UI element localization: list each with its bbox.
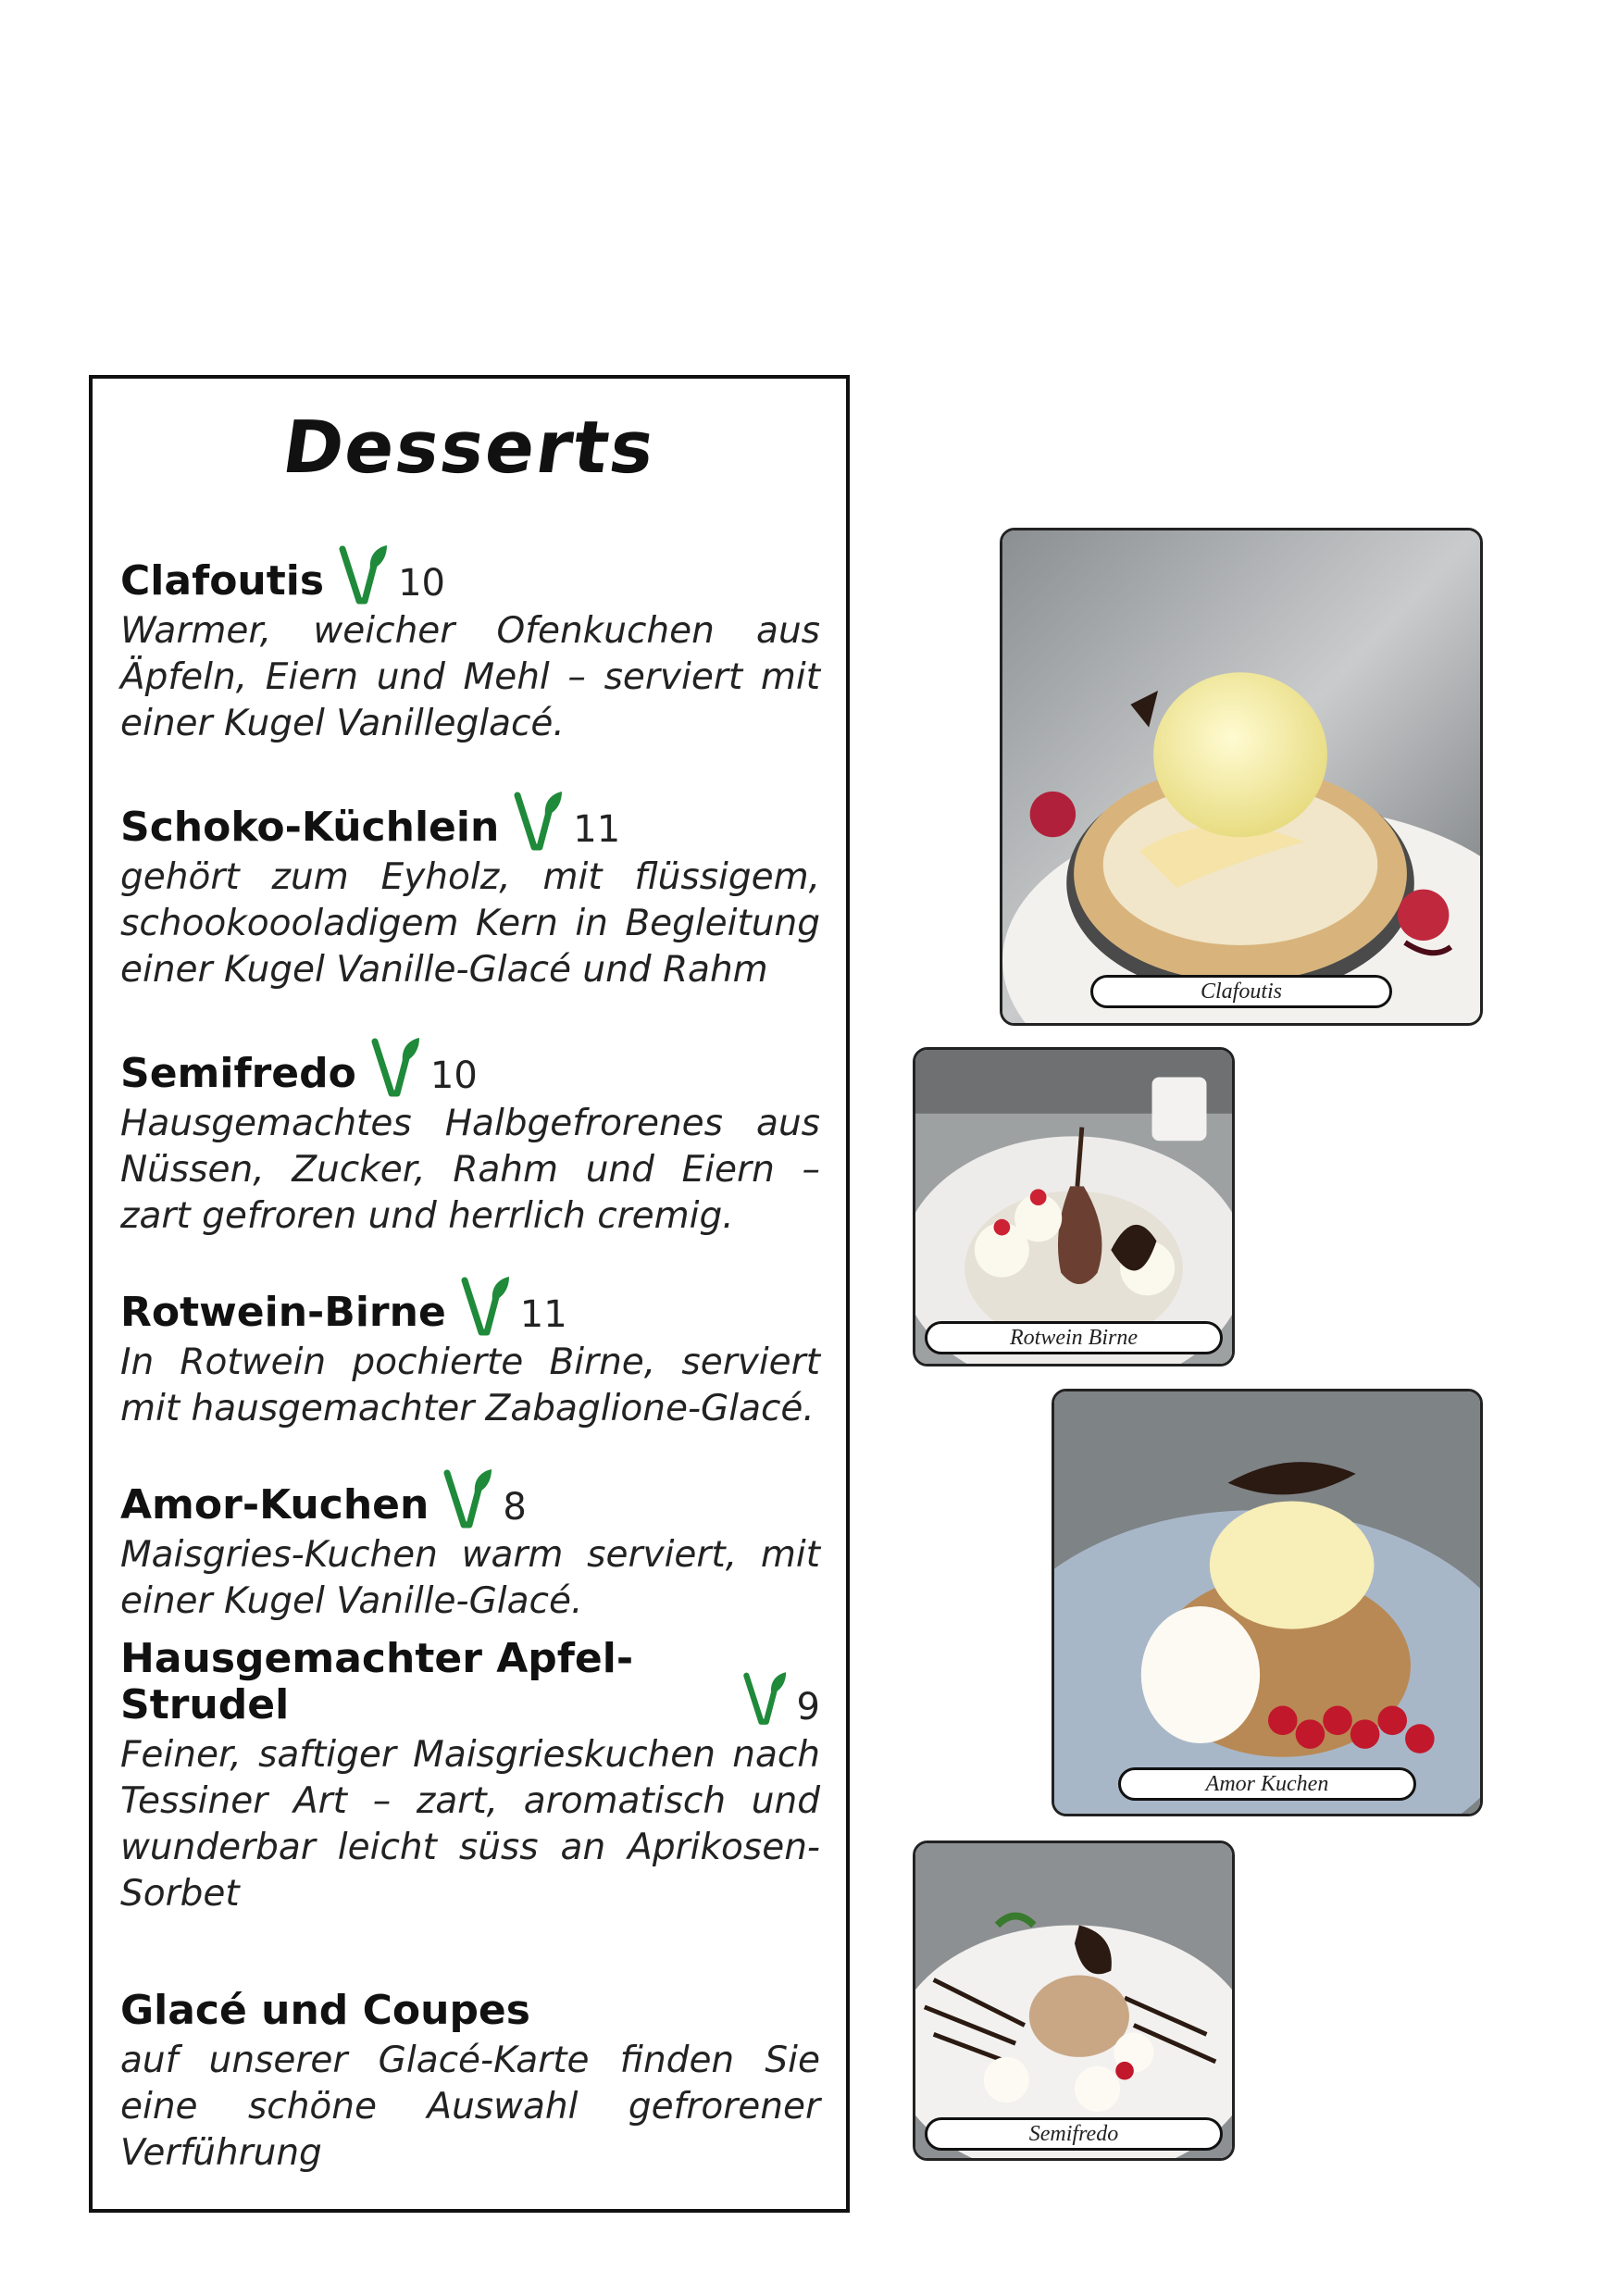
photo-caption: Semifredo [925, 2117, 1223, 2151]
amor-kuchen-image [1054, 1391, 1480, 1814]
dish-description: Warmer, weicher Ofenkuchen aus Äpfeln, Eiern und Mehl – serviert mit einer Kugel Vanilleglacé. [120, 610, 820, 744]
dessert-menu-box [89, 375, 850, 2213]
dish-price: 10 [429, 1054, 478, 1097]
dish-name: Semifredo [120, 1050, 356, 1097]
dish-price: 10 [398, 562, 445, 605]
dish-semifredo [120, 1029, 820, 1240]
dish-glace-und-coupes [120, 1965, 820, 2177]
dish-description: Feiner, saftiger Maisgrieskuchen nach Tessiner Art – zart, aromatisch und wunderbar leicht süss an Aprikosen-Sorbet [120, 1734, 820, 1915]
dish-price: 8 [503, 1486, 527, 1529]
semifredo-image [915, 1843, 1232, 2158]
photo-amor-kuchen [1052, 1389, 1483, 1816]
vegetarian-leaf-icon [337, 542, 389, 605]
dish-rotwein-birne [120, 1267, 820, 1432]
menu-title: Desserts [277, 406, 662, 490]
photo-caption: Rotwein Birne [925, 1321, 1223, 1354]
vegetarian-leaf-icon [459, 1273, 511, 1336]
dish-name: Clafoutis [120, 557, 325, 605]
dish-price: 9 [796, 1686, 820, 1728]
dish-description: gehört zum Eyholz, mit flüssigem, schookoooladigem Kern in Begleitung einer Kugel Vanille-Glacé und Rahm [120, 856, 820, 991]
dish-description: Maisgries-Kuchen warm serviert, mit einer Kugel Vanille-Glacé. [120, 1534, 820, 1622]
dish-name: Amor-Kuchen [120, 1481, 429, 1529]
vegetarian-leaf-icon [442, 1466, 493, 1529]
photo-caption: Clafoutis [1090, 975, 1392, 1008]
dish-price: 11 [519, 1293, 567, 1336]
vegetarian-leaf-icon [369, 1034, 421, 1097]
rotwein-birne-image [915, 1050, 1232, 1364]
dish-schoko-kuechlein [120, 782, 820, 993]
dish-name: Schoko-Küchlein [120, 804, 500, 851]
dish-description: Hausgemachtes Halbgefrorenes aus Nüssen, Zucker, Rahm und Eiern – zart gefroren und herrlich cremig. [120, 1103, 820, 1237]
dish-amor-kuchen [120, 1460, 820, 1625]
dish-clafoutis [120, 536, 820, 747]
dish-name: Rotwein-Birne [120, 1289, 446, 1336]
dish-name: Hausgemachter Apfel-Strudel [120, 1635, 634, 1728]
dish-description: auf unserer Glacé-Karte finden Sie eine schöne Auswahl gefrorener Verführung [120, 2040, 820, 2174]
photo-clafoutis [1000, 528, 1483, 1026]
photo-caption: Amor Kuchen [1118, 1767, 1416, 1801]
vegetarian-leaf-icon [512, 788, 564, 851]
vegetarian-leaf-icon [741, 1666, 788, 1728]
clafoutis-image [1002, 530, 1480, 1023]
dish-description: In Rotwein pochierte Birne, serviert mit hausgemachter Zabaglione-Glacé. [120, 1341, 820, 1429]
photo-semifredo [913, 1841, 1235, 2161]
dish-name: Glacé und Coupes [120, 1987, 530, 2034]
dish-price: 11 [573, 808, 621, 851]
photo-rotwein-birne [913, 1047, 1235, 1366]
dish-apfel-strudel [120, 1635, 820, 1917]
